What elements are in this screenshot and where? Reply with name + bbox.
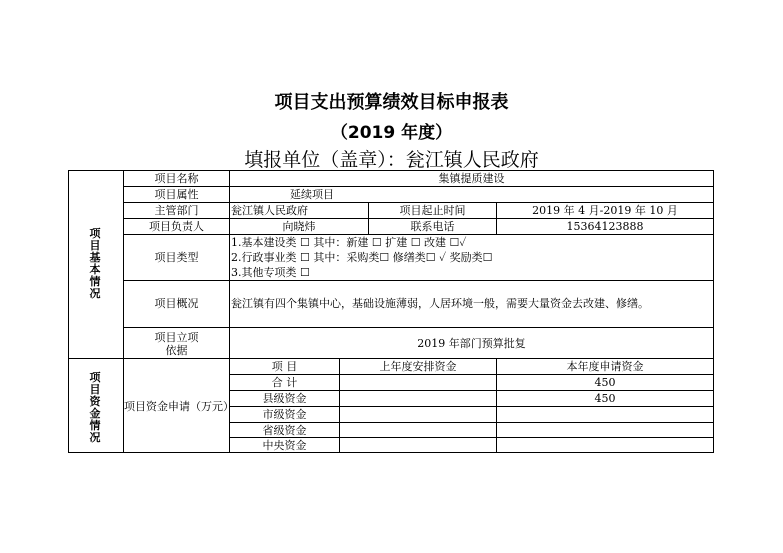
section-fund-info: 项目资金情况 — [89, 371, 101, 444]
fund-county-curr: 450 — [594, 392, 616, 405]
section-basic-info: 项目基本情况 — [89, 227, 101, 300]
value-overview: 瓮江镇有四个集镇中心，基础设施薄弱，人居环境一般，需要大量资金去改建、修缮。 — [231, 297, 649, 310]
value-period: 2019 年 4 月-2019 年 10 月 — [532, 204, 678, 217]
form-title: 项目支出预算绩效目标申报表 — [274, 92, 509, 113]
fund-row-county: 县级资金 — [262, 392, 307, 405]
label-overview: 项目概况 — [154, 297, 199, 310]
label-department: 主管部门 — [154, 204, 199, 217]
filing-unit: 填报单位（盖章）：瓮江镇人民政府 — [244, 149, 539, 171]
value-phone: 15364123888 — [566, 220, 644, 233]
label-basis-1: 项目立项 — [154, 331, 199, 344]
label-period: 项目起止时间 — [399, 204, 466, 217]
label-project-name: 项目名称 — [154, 172, 199, 185]
fund-row-province: 省级资金 — [262, 424, 307, 437]
value-department: 瓮江镇人民政府 — [231, 204, 308, 217]
label-basis-2: 依据 — [165, 344, 188, 357]
form-year: （2019 年度） — [330, 123, 453, 143]
value-lead: 向晓炜 — [282, 220, 316, 233]
label-phone: 联系电话 — [410, 220, 455, 233]
type-line-3: 3.其他专项类 ☐ — [231, 266, 310, 279]
funds-header-prev: 上年度安排资金 — [379, 360, 457, 373]
funds-header-item: 项 目 — [271, 360, 298, 373]
label-lead: 项目负责人 — [149, 220, 204, 233]
fund-total-curr: 450 — [594, 376, 616, 389]
type-line-2: 2.行政事业类 ☐ 其中：采购类☐ 修缮类☐ ✓ 奖励类☐ — [231, 251, 493, 264]
label-fund-request: 项目资金申请（万元） — [124, 400, 234, 413]
value-project-attribute: 延续项目 — [290, 188, 334, 201]
value-basis: 2019 年部门预算批复 — [417, 337, 526, 350]
fund-row-central: 中央资金 — [262, 439, 307, 452]
type-line-1: 1.基本建设类 ☐ 其中：新建 ☐ 扩建 ☐ 改建 ☐✓ — [231, 236, 467, 249]
fund-row-total: 合 计 — [271, 376, 298, 389]
funds-header-curr: 本年度申请资金 — [566, 360, 644, 373]
value-project-name: 集镇提质建设 — [438, 172, 505, 185]
fund-row-city: 市级资金 — [262, 408, 307, 421]
label-project-type: 项目类型 — [154, 251, 199, 264]
label-project-attribute: 项目属性 — [154, 188, 199, 201]
